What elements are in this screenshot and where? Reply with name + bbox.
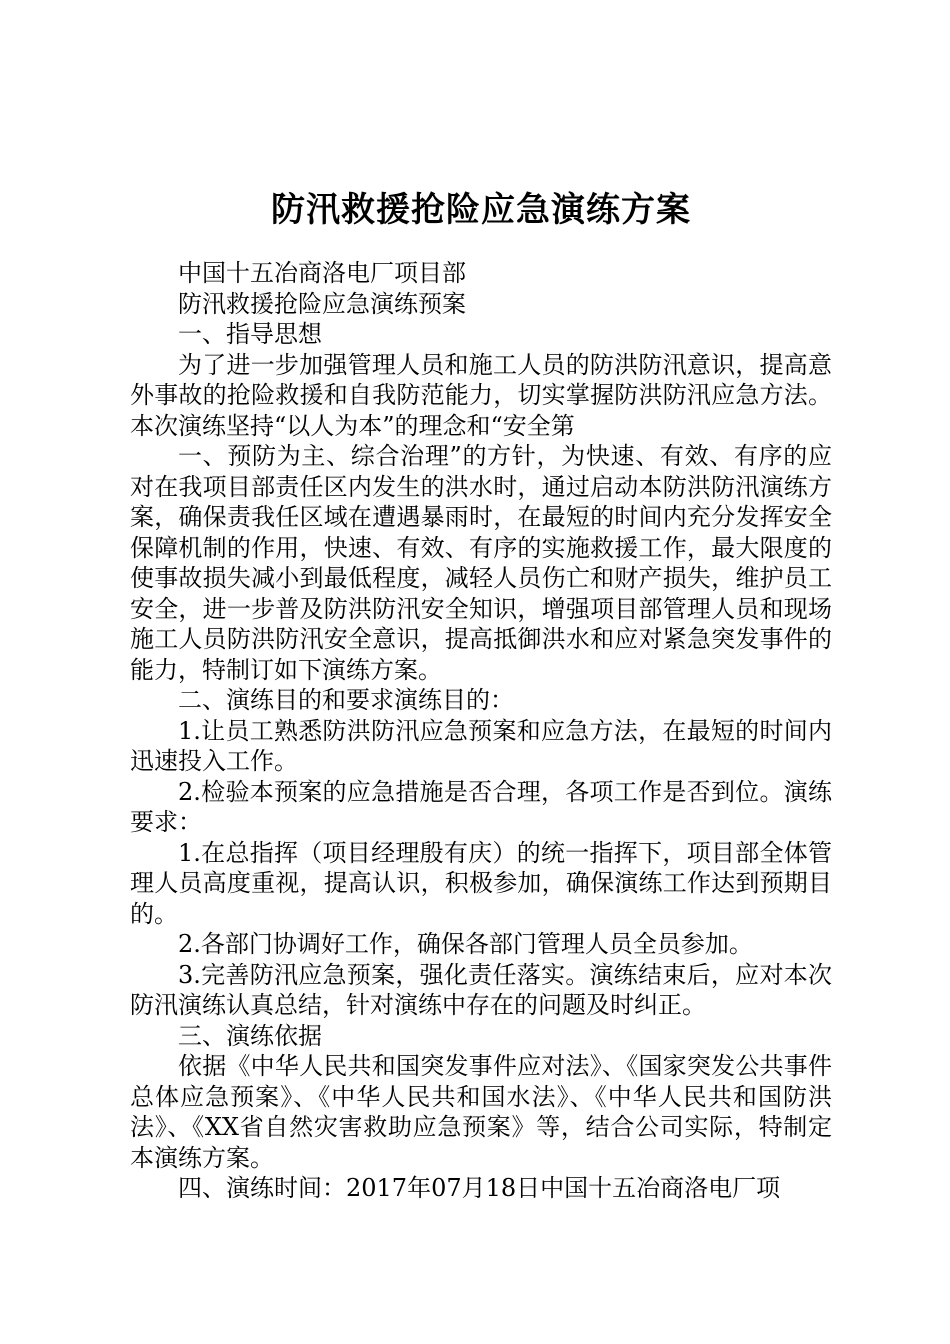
paragraph-plan-name: 防汛救援抢险应急演练预案: [178, 289, 466, 318]
list-item-purpose-1: 1.让员工熟悉防洪防汛应急预案和应急方法，在最短的时间内迅速投入工作。: [130, 716, 832, 775]
section-heading-purpose: 二、演练目的和要求演练目的：: [178, 686, 514, 714]
list-item-requirement-1: 1.在总指挥（项目经理殷有庆）的统一指挥下，项目部全体管理人员高度重视，提高认识，积极参加，确保演练工作达到预期目的。: [130, 838, 832, 928]
paragraph-guiding-thought: 为了进一步加强管理人员和施工人员的防洪防汛意识，提高意外事故的抢险救援和自我防范能力，切实掌握防洪防汛应急方法。本次演练坚持“以人为本”的理念和“安全第: [130, 350, 832, 440]
paragraph-policy: 一、预防为主、综合治理”的方针，为快速、有效、有序的应对在我项目部责任区内发生的洪水时，通过启动本防洪防汛演练方案，确保责我任区域在遭遇暴雨时，在最短的时间内充分发挥安全保障机制的作用，快速、有效、有序的实施救援工作，最大限度的使事故损失减小到最低程度，减轻人员伤亡和财产损失，维护员工安全，进一步普及防洪防汛安全知识，增强项目部管理人员和现场施工人员防洪防汛安全意识，提高抵御洪水和应对紧急突发事件的能力，特制订如下演练方案。: [130, 442, 832, 684]
paragraph-project-dept: 中国十五冶商洛电厂项目部: [178, 259, 466, 287]
section-heading-basis: 三、演练依据: [178, 1021, 322, 1050]
document-body: [130, 258, 832, 1204]
section-heading-guiding-thought: 一、指导思想: [178, 320, 322, 348]
list-item-requirement-2: 2.各部门协调好工作，确保各部门管理人员全员参加。: [178, 930, 753, 958]
list-item-requirement-3: 3.完善防汛应急预案，强化责任落实。演练结束后，应对本次防汛演练认真总结，针对演练中存在的问题及时纠正。: [130, 960, 832, 1019]
section-heading-time: 四、演练时间：2017年07月18日中国十五冶商洛电厂项: [178, 1174, 781, 1202]
document-title: 防汛救援抢险应急演练方案: [271, 190, 691, 230]
paragraph-basis: 依据《中华人民共和国突发事件应对法》、《国家突发公共事件总体应急预案》、《中华人民共和国水法》、《中华人民共和国防洪法》、《XX省自然灾害救助应急预案》等，结合公司实际，特制定本演练方案。: [130, 1052, 832, 1172]
list-item-purpose-2: 2.检验本预案的应急措施是否合理，各项工作是否到位。演练要求：: [130, 777, 832, 836]
